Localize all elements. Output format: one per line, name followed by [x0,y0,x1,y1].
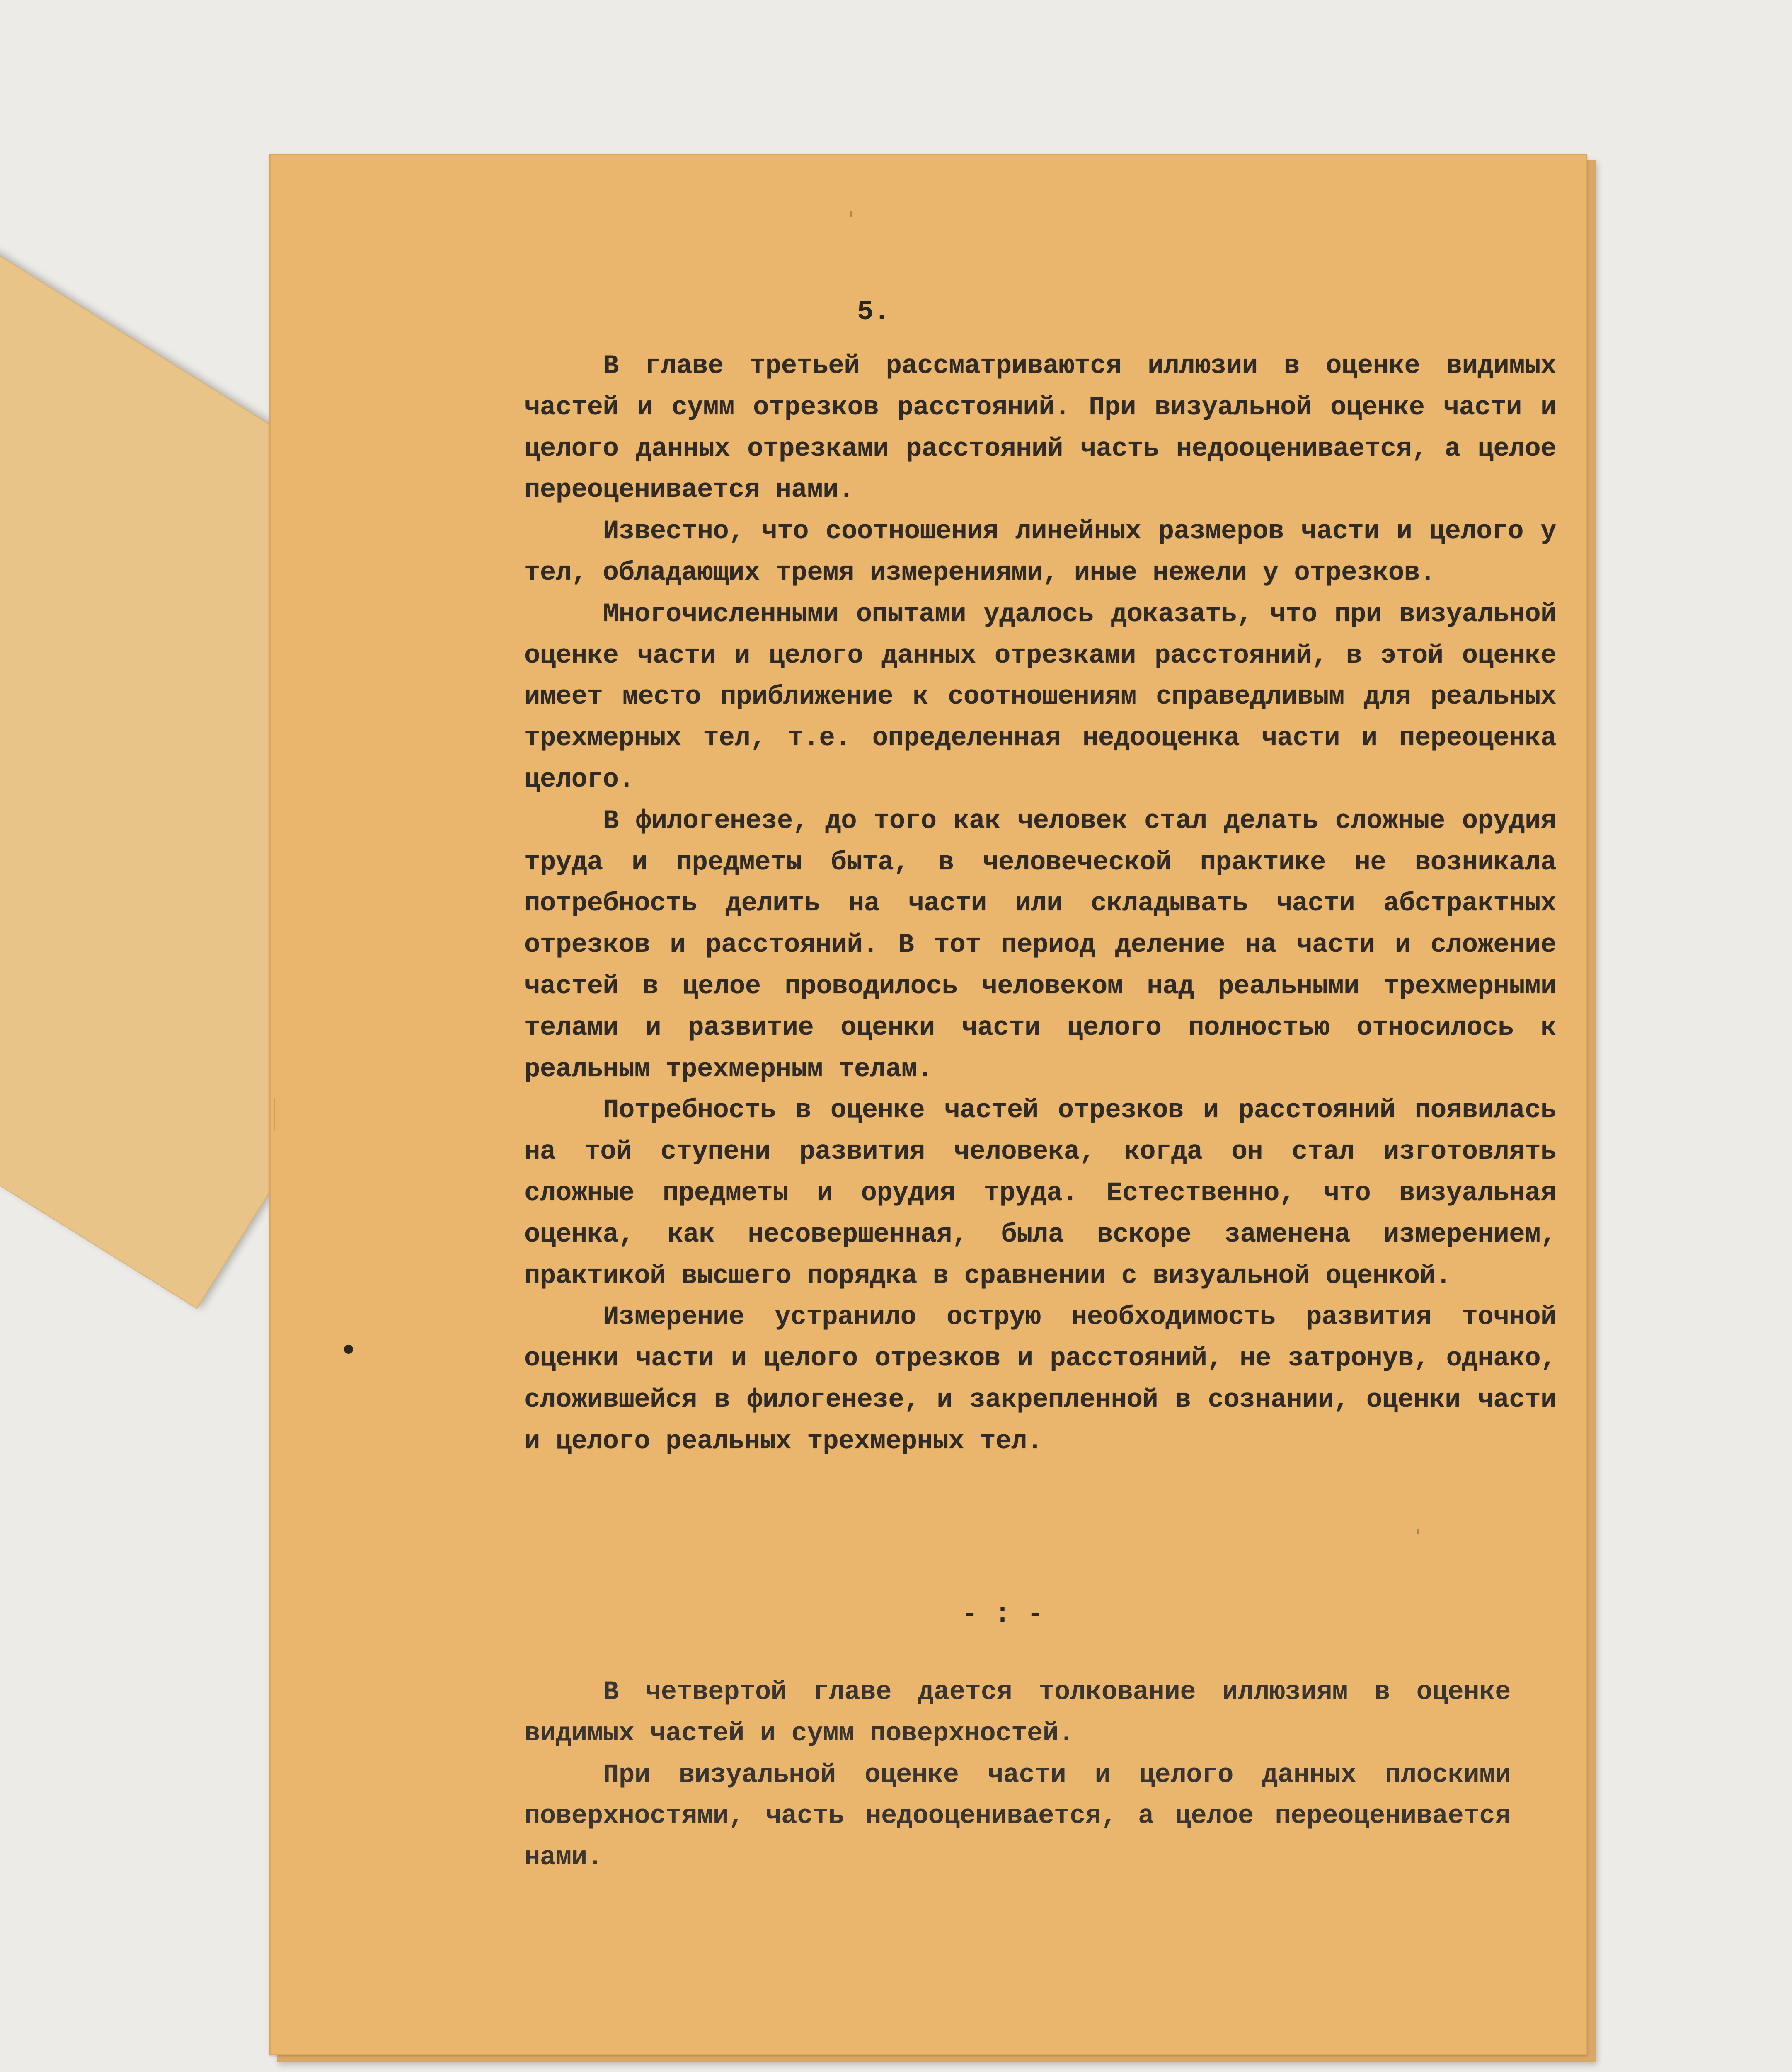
paragraph: В главе третьей рассматриваются иллюзии в оценке видимых частей и сумм отрезков расстояний. При визуальной оценке части и целого данных отрезками расстояний часть недооценивается, а целое переоценивается нами. [524,351,1556,506]
paper-speck [1417,1529,1419,1534]
section-separator: - : - [961,1599,1044,1630]
paragraph: Потребность в оценке частей отрезков и расстояний появилась на той ступени развития человека, когда он стал изготовлять сложные предметы и орудия труда. Естественно, что визуальная оценка, как несовершенная, была вскоре заменена измерением, практикой высшего порядка в сравнении с визуальной оценкой. [524,1096,1556,1291]
ink-dot [344,1345,353,1354]
paragraph: Известно, что соотношения линейных размеров части и целого у тел, обладающих тремя измерениями, иные нежели у отрезков. [524,517,1556,588]
page-number: 5. [857,296,890,327]
paragraph: В четвертой главе дается толкование иллюзиям в оценке видимых частей и сумм поверхностей. [524,1677,1511,1749]
paragraph: В филогенезе, до того как человек стал делать сложные орудия труда и предметы быта, в человеческой практике не возникала потребность делить на части или складывать части абстрактных отрезков и расстояний. В тот период деление на части и сложение частей в целое проводилось человеком над реальными трехмерными телами и развитие оценки части целого полностью относилось к реальным трехмерным телам. [524,806,1556,1084]
paragraph: Многочисленными опытами удалось доказать, что при визуальной оценке части и целого данных отрезками расстояний, в этой оценке имеет место приближение к соотношениям справедливым для реальных трехмерных тел, т.е. определенная недооценка части и переоценка целого. [524,599,1556,795]
section-three-text [524,346,1556,1463]
paragraph: При визуальной оценке части и целого данных плоскими поверхностями, часть недооценивается, а целое переоценивается нами. [524,1760,1511,1873]
paper-speck [850,211,852,217]
section-four-text [524,1672,1511,1879]
paper-speck [274,1098,275,1131]
paragraph: Измерение устранило острую необходимость развития точной оценки части и целого отрезков и расстояний, не затронув, однако, сложившейся в филогенезе, и закрепленной в сознании, оценки части и целого реальных трехмерных тел. [524,1302,1556,1457]
